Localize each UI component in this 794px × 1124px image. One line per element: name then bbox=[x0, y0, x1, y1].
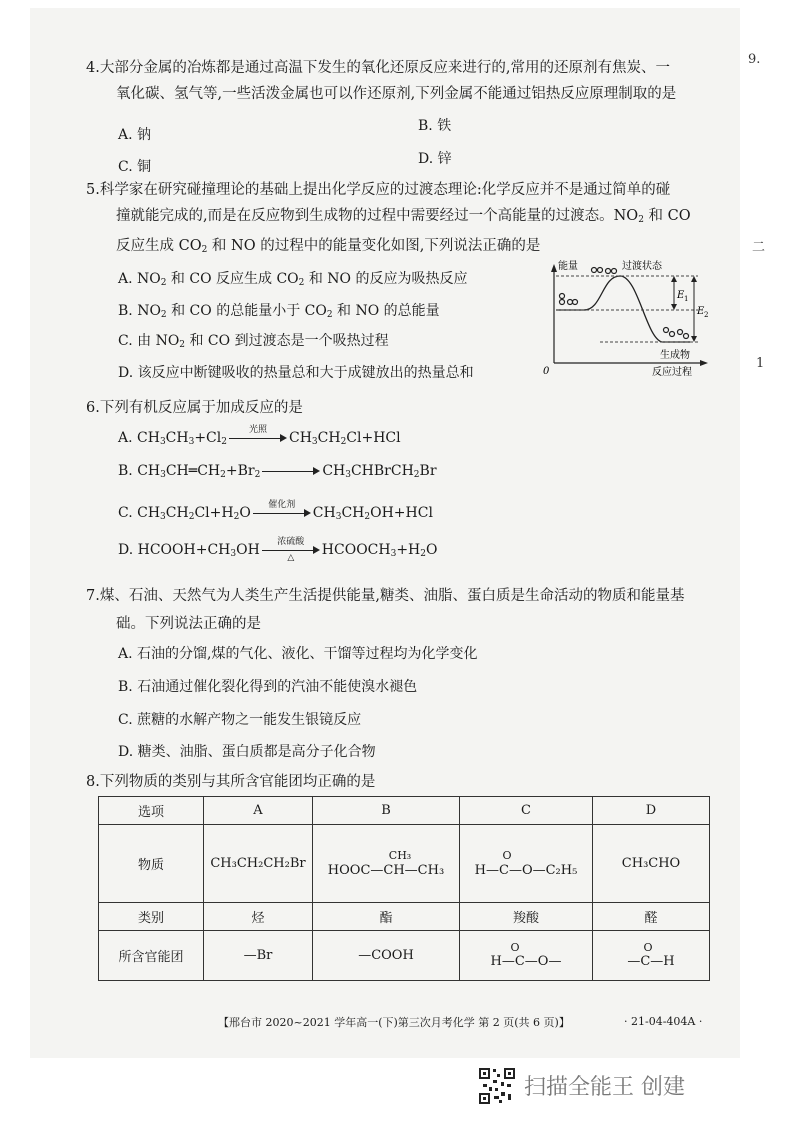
substance-b-branch: CH₃ bbox=[388, 848, 412, 862]
product-molecules-icon bbox=[664, 328, 689, 339]
e1-label: E bbox=[677, 290, 685, 301]
progress-axis-label: 反应过程 bbox=[652, 367, 692, 378]
e2-subscript: 2 bbox=[704, 311, 709, 319]
q5-stem-line2: 撞就能完成的,而是在反应物到生成物的过程中需要经过一个高能量的过渡态。$NO_2$ 和 CO bbox=[116, 208, 691, 225]
q7-option-c: C. 蔗糖的水解产物之一能发生银镜反应 bbox=[118, 712, 362, 728]
row-label-class: 类别 bbox=[99, 903, 204, 931]
q4-stem-line1: 4.大部分金属的冶炼都是通过高温下发生的氧化还原反应来进行的,常用的还原剂有焦炭、一 bbox=[86, 60, 670, 76]
q8-table bbox=[98, 796, 710, 981]
energy-axis-label: 能量 bbox=[558, 261, 578, 272]
energy-axis-arrow bbox=[551, 264, 557, 272]
group-c bbox=[460, 931, 593, 981]
group-d bbox=[593, 931, 710, 981]
group-d-main: —C—H bbox=[627, 954, 675, 969]
group-c-main: H—C—O— bbox=[490, 954, 562, 969]
substance-d: CH₃CHO bbox=[593, 825, 710, 903]
q7-stem-line2: 础。下列说法正确的是 bbox=[116, 616, 261, 632]
q6-option-b: B. $CH_3CH═CH_2+Br_2$ $CH_3CHBrCH_2Br$ bbox=[118, 463, 437, 480]
q5-option-d: D. 该反应中断键吸收的热量总和大于成键放出的热量总和 bbox=[118, 365, 474, 381]
substance-c bbox=[460, 825, 593, 903]
table-row-header bbox=[99, 797, 710, 825]
e2-label: E bbox=[697, 306, 705, 317]
q7-option-d: D. 糖类、油脂、蛋白质都是高分子化合物 bbox=[118, 744, 376, 760]
group-b: —COOH bbox=[313, 931, 460, 981]
group-d-carbonyl: O bbox=[643, 941, 653, 954]
q6-stem: 6.下列有机反应属于加成反应的是 bbox=[86, 400, 303, 416]
q4-option-b: B. 铁 bbox=[418, 118, 452, 134]
header-c: C bbox=[460, 797, 593, 825]
q4-stem-line2: 氧化碳、氢气等,一些活泼金属也可以作还原剂,下列金属不能通过铝热反应原理制取的是 bbox=[116, 86, 677, 102]
header-option: 选项 bbox=[99, 797, 204, 825]
table-row-class bbox=[99, 903, 710, 931]
e1-arrow-top bbox=[671, 276, 677, 282]
q5-option-b: B. $NO_2$ 和 CO 的总能量小于 $CO_2$ 和 NO 的总能量 bbox=[118, 303, 440, 320]
q5-option-c: C. 由 $NO_2$ 和 CO 到过渡态是一个吸热过程 bbox=[118, 333, 389, 350]
table-row-group bbox=[99, 931, 710, 981]
acid-heat-arrow: 浓硫酸 △ bbox=[262, 543, 320, 557]
e2-arrow-bottom bbox=[691, 336, 697, 342]
table-row-substance bbox=[99, 825, 710, 903]
class-a: 烃 bbox=[204, 903, 313, 931]
q4-option-a: A. 钠 bbox=[118, 127, 152, 143]
header-b: B bbox=[313, 797, 460, 825]
footer-code: · 21-04-404A · bbox=[624, 1015, 703, 1028]
reactant-molecules-icon bbox=[560, 294, 578, 305]
reaction-arrow bbox=[262, 464, 320, 478]
q5-stem-line3: 反应生成 $CO_2$ 和 NO 的过程中的能量变化如图,下列说法正确的是 bbox=[116, 238, 541, 255]
q7-option-b: B. 石油通过催化裂化得到的汽油不能使溴水褪色 bbox=[118, 679, 418, 695]
e1-subscript: 1 bbox=[684, 295, 689, 303]
q6-option-c: C. $CH_3CH_2Cl+H_2O$ 催化剂 $CH_3CH_2OH+HCl$ bbox=[118, 500, 433, 522]
row-label-group: 所含官能团 bbox=[99, 931, 204, 981]
q6-option-d: D. $HCOOH+CH_3OH$ 浓硫酸 △ $HCOOCH_3+H_2O$ bbox=[118, 537, 438, 563]
substance-a: CH₃CH₂CH₂Br bbox=[204, 825, 313, 903]
progress-axis-arrow bbox=[700, 360, 708, 366]
class-d: 醛 bbox=[593, 903, 710, 931]
class-c: 羧酸 bbox=[460, 903, 593, 931]
q7-stem-line1: 7.煤、石油、天然气为人类生产生活提供能量,糖类、油脂、蛋白质是生命活动的物质和能量基 bbox=[86, 588, 685, 604]
q4-option-c: C. 铜 bbox=[118, 159, 152, 175]
header-a: A bbox=[204, 797, 313, 825]
q6-option-a: A. $CH_3CH_3+Cl_2$ 光照 $CH_3CH_2Cl+HCl$ bbox=[118, 425, 401, 447]
substance-b bbox=[313, 825, 460, 903]
light-arrow: 光照 bbox=[229, 431, 287, 445]
substance-c-carbonyl: O bbox=[502, 848, 512, 862]
ts-label: 过渡状态 bbox=[622, 261, 662, 272]
row-label-substance: 物质 bbox=[99, 825, 204, 903]
q8-stem: 8.下列物质的类别与其所含官能团均正确的是 bbox=[86, 774, 376, 790]
e1-arrow-bottom bbox=[671, 304, 677, 310]
e2-arrow-top bbox=[691, 276, 697, 282]
scanner-watermark: 扫描全能王 创建 bbox=[524, 1075, 685, 1100]
page-footer: 【邢台市 2020~2021 学年高一(下)第三次月考化学 第 2 页(共 6 页)】 bbox=[218, 1016, 570, 1029]
substance-b-main: HOOC—CH—CH₃ bbox=[327, 862, 445, 878]
q4-option-d: D. 锌 bbox=[418, 151, 452, 167]
catalyst-arrow: 催化剂 bbox=[253, 506, 311, 520]
substance-c-main: H—C—O—C₂H₅ bbox=[474, 862, 578, 878]
ts-molecules-icon bbox=[592, 268, 617, 274]
energy-diagram bbox=[540, 258, 715, 378]
margin-mark-one: 1 bbox=[756, 356, 765, 371]
group-a: —Br bbox=[204, 931, 313, 981]
margin-number-9: 9. bbox=[748, 52, 761, 67]
group-c-carbonyl: O bbox=[510, 941, 520, 954]
class-b: 酯 bbox=[313, 903, 460, 931]
q5-option-a: A. $NO_2$ 和 CO 反应生成 $CO_2$ 和 NO 的反应为吸热反应 bbox=[118, 271, 468, 288]
margin-mark-er: 二 bbox=[752, 240, 766, 255]
qr-code-icon bbox=[477, 1066, 517, 1106]
origin-label: 0 bbox=[543, 366, 550, 377]
q7-option-a: A. 石油的分馏,煤的气化、液化、干馏等过程均为化学变化 bbox=[118, 646, 478, 662]
header-d: D bbox=[593, 797, 710, 825]
q5-stem-line1: 5.科学家在研究碰撞理论的基础上提出化学反应的过渡态理论:化学反应并不是通过简单的碰 bbox=[86, 182, 671, 198]
product-label: 生成物 bbox=[660, 350, 690, 361]
